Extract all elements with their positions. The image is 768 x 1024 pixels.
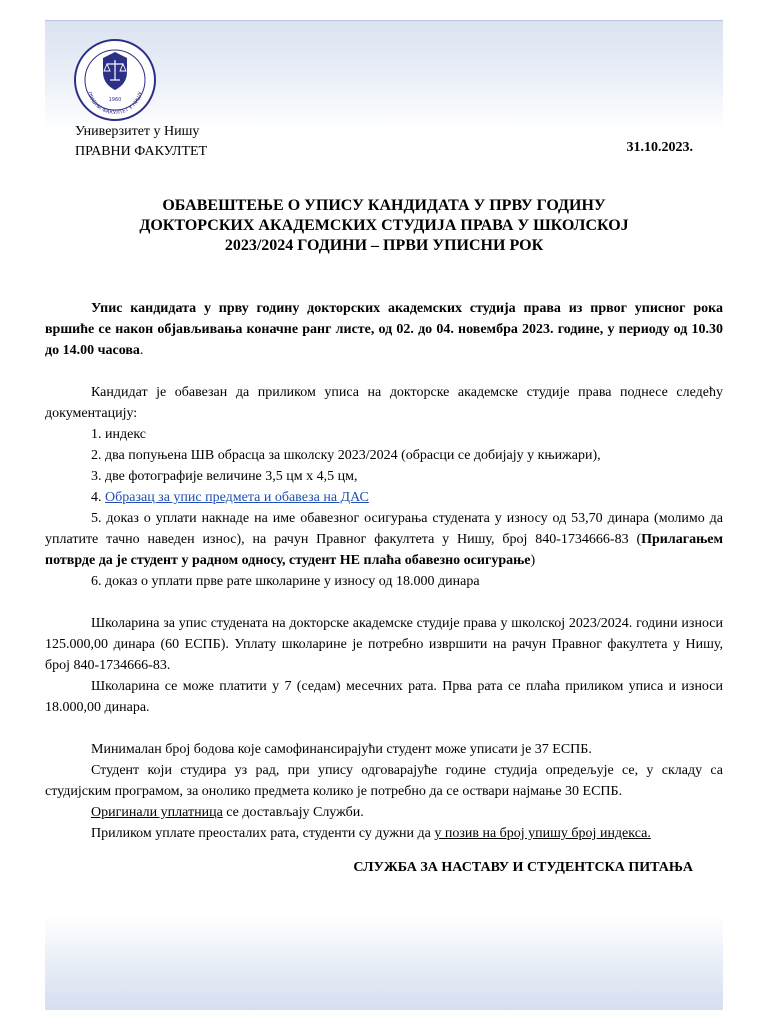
- institution-header: [75, 122, 207, 162]
- faculty-name: ПРАВНИ ФАКУЛТЕТ: [75, 144, 208, 159]
- seal-year: 1960: [108, 97, 122, 103]
- working-student-paragraph: Студент који студира уз рад, при упису одговарајуће године студија опредељује се, у складу са студијским програмом, за онолико предмета колико је потребно да се оствари најмање 30 ЕСПБ.: [45, 763, 723, 799]
- payment-reference-paragraph: Приликом уплате преосталих рата, студенти су дужни да у позив на број упишу број индекса.: [91, 826, 651, 841]
- title-line: 2023/2024 ГОДИНИ – ПРВИ УПИСНИ РОК: [224, 237, 544, 254]
- enrollment-dates-text: Упис кандидата у прву годину докторских академских студија права из првог уписног рока вршиће се након објављивања коначне ранг листе, од 02. до 04. новембра 2023. године, у периоду од 10.30 до 14.00 часова: [45, 301, 723, 358]
- document-date: 31.10.2023.: [626, 140, 693, 155]
- seal-text: ПРАВНИ ФАКУЛТЕТ У НИШУ: [85, 91, 145, 117]
- signature-line: СЛУЖБА ЗА НАСТАВУ И СТУДЕНТСКА ПИТАЊА: [353, 860, 693, 875]
- university-name: Универзитет у Нишу: [75, 124, 200, 139]
- document-item: 6. доказ о уплати прве рате школарине у износу од 18.000 динара: [91, 574, 480, 589]
- installments-paragraph: Школарина се може платити у 7 (седам) месечних рата. Прва рата се плаћа приликом уписа и износи 18.000,00 динара.: [45, 679, 723, 715]
- document-page: [45, 20, 723, 1010]
- insurance-note: Прилагањем потврде да је студент у радном односу, студент НЕ плаћа обавезно осигурање: [45, 532, 723, 568]
- min-points-paragraph: Минималан број бодова које самофинансирајући студент може уписати је 37 ЕСПБ.: [91, 742, 592, 757]
- footer-band: [45, 915, 723, 1010]
- documents-lead: Кандидат је обавезан да приликом уписа на докторске академске студије права поднесе следећу документацију:: [45, 385, 723, 421]
- tuition-paragraph: Школарина за упис студената на докторске академске студије права у школској 2023/2024. години износи 125.000,00 динара (60 ЕСПБ). Уплату школарине је потребно извршити на рачун Правног факултета у Нишу, број 840-1734666-83.: [45, 616, 723, 673]
- das-form-link[interactable]: Образац за упис предмета и обавеза на ДАС: [105, 490, 369, 505]
- title-line: ДОКТОРСКИХ АКАДЕМСКИХ СТУДИЈА ПРАВА У ШКОЛСКОЈ: [139, 217, 629, 234]
- title-line: ОБАВЕШТЕЊЕ О УПИСУ КАНДИДАТА У ПРВУ ГОДИНУ: [162, 197, 606, 214]
- document-item: 1. индекс: [91, 427, 146, 442]
- document-title: [75, 196, 693, 256]
- university-seal-icon: [73, 38, 157, 122]
- document-item: 3. две фотографије величине 3,5 цм x 4,5 цм,: [91, 469, 358, 484]
- document-item: 5. доказ о уплати накнаде на име обавезног осигурања студената у износу од 53,70 динара (молимо да уплатите тачно наведен износ), на рачун Правног факултета у Нишу, број 840-1734666-83 (Прилагањем потврде да је студент у радном односу, студент НЕ плаћа обавезно осигурање): [45, 511, 723, 568]
- document-item: 4. Образац за упис предмета и обавеза на ДАС: [91, 490, 369, 505]
- intro-paragraph: Упис кандидата у прву годину докторских академских студија права из првог уписног рока вршиће се након објављивања коначне ранг листе, од 02. до 04. новембра 2023. године, у периоду од 10.30 до 14.00 часова.: [45, 301, 723, 358]
- receipts-paragraph: Оригинали уплатница се достављају Служби.: [91, 805, 364, 820]
- document-item: 2. два попуњена ШВ обрасца за школску 2023/2024 (обрасци се добијају у књижари),: [91, 448, 601, 463]
- document-body: [45, 298, 723, 844]
